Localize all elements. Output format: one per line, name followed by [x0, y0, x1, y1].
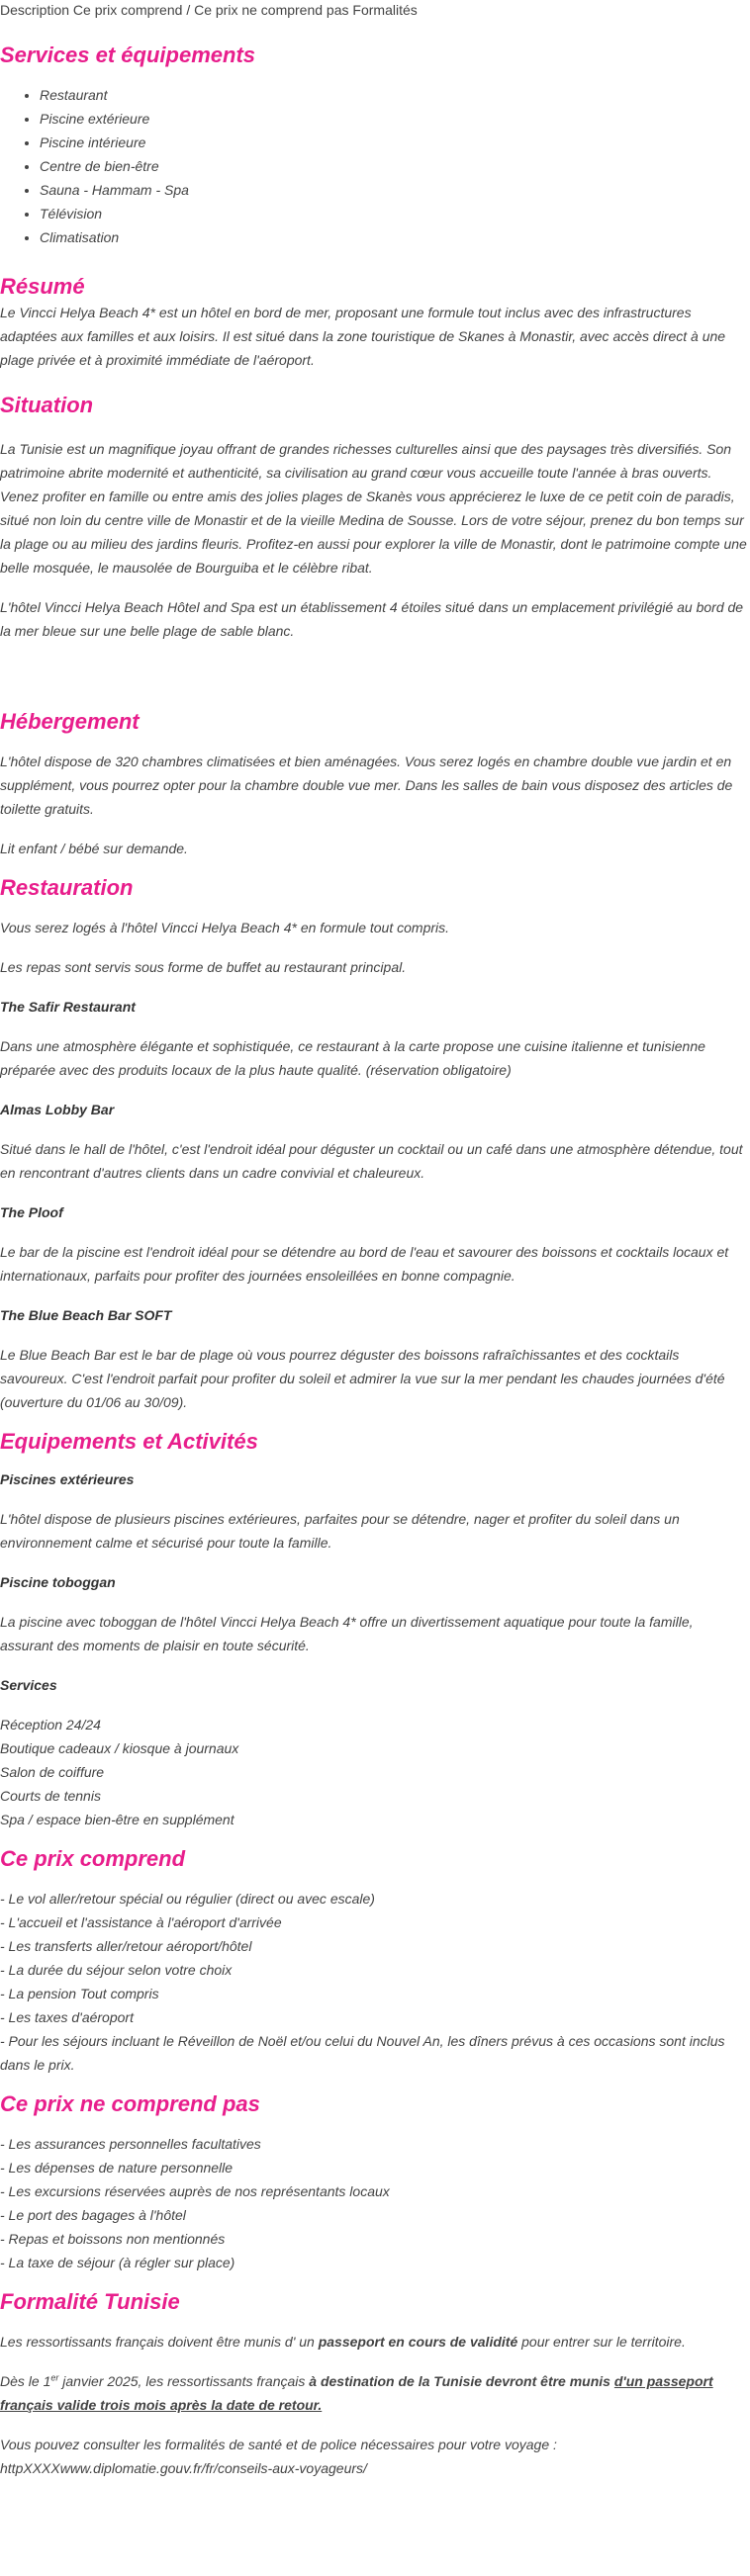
ne-comprend-title: Ce prix ne comprend pas — [0, 2091, 260, 2116]
tab-description[interactable]: Description — [0, 2, 70, 18]
formalite-link-line — [0, 2456, 750, 2480]
resume-section — [0, 273, 750, 372]
services-list — [0, 83, 750, 249]
ne-comprend-item: - Les excursions réservées auprès de nos représentants locaux — [0, 2183, 390, 2199]
restauration-paragraph: Les repas sont servis sous forme de buffet au restaurant principal. — [0, 959, 407, 975]
comprend-item: - L'accueil et l'assistance à l'aéroport d'arrivée — [0, 1914, 282, 1930]
comprend-list — [0, 1887, 750, 2077]
ne-comprend-item: - Les assurances personnelles facultatives — [0, 2136, 261, 2152]
formalite-superscript: er — [50, 2372, 59, 2383]
venue-name: The Safir Restaurant — [0, 999, 136, 1015]
service-item: • Piscine intérieure — [40, 131, 750, 154]
situation-paragraph: La Tunisie est un magnifique joyau offrant de grandes richesses culturelles ainsi que des paysages très diversifiés. Son patrimoine abrite modernité et authenticité, sa civilisation au grand cœur vous accueille toute l'année à bras ouverts. Venez profiter en famille ou entre amis des jolies plages de Skanès vous apprécierez le luxe de ce petit coin de paradis, situé non loin du centre ville de Monastir et de la vieille Medina de Sousse. Lors de votre séjour, prenez du bon temps sur la plage ou au milieu des jardins fleuris. Profitez-en aussi pour explorer la ville de Monastir, dont le patrimoine compte une belle mosquée, le mausolée de Bourguiba et le célèbre ribat. — [0, 441, 747, 576]
comprend-item: - Le vol aller/retour spécial ou régulier (direct ou avec escale) — [0, 1891, 375, 1907]
service-item: • Restaurant — [40, 83, 750, 107]
formalite-text: pour entrer sur le territoire. — [517, 2334, 686, 2350]
services-section — [0, 42, 750, 249]
diplomatie-link[interactable]: httpXXXXwww.diplomatie.gouv.fr/fr/conseils-aux-voyageurs/ — [0, 2460, 367, 2476]
comprend-item: - La pension Tout compris — [0, 1986, 159, 2001]
restauration-section — [0, 874, 750, 1414]
ne-comprend-list — [0, 2132, 750, 2274]
venue-text: Situé dans le hall de l'hôtel, c'est l'endroit idéal pour déguster un cocktail ou un café dans une atmosphère détendue, tout en rencontrant d'autres clients dans un cadre convivial et chaleureux. — [0, 1141, 743, 1181]
hebergement-paragraph: L'hôtel dispose de 320 chambres climatisées et bien aménagées. Vous serez logés en chambre double vue jardin et en supplément, vous pourrez opter pour la chambre double vue mer. Dans les salles de bain vous disposez des articles de toilette gratuits. — [0, 754, 733, 817]
comprend-section — [0, 1845, 750, 2077]
ne-comprend-item: - Les dépenses de nature personnelle — [0, 2160, 234, 2176]
comprend-item: - Pour les séjours incluant le Réveillon de Noël et/ou celui du Nouvel An, les dîners prévus à ces occasions sont inclus dans le prix. — [0, 2033, 725, 2073]
service-line: Réception 24/24 — [0, 1717, 101, 1732]
situation-title: Situation — [0, 393, 94, 417]
resume-title: Résumé — [0, 274, 85, 299]
formalite-paragraph — [0, 2330, 750, 2354]
tab-formalites[interactable]: Formalités — [352, 2, 418, 18]
situation-section — [0, 392, 750, 643]
venue-name: The Blue Beach Bar SOFT — [0, 1307, 172, 1323]
ne-comprend-item: - La taxe de séjour (à régler sur place) — [0, 2255, 235, 2270]
service-line: Salon de coiffure — [0, 1764, 105, 1780]
formalite-title: Formalité Tunisie — [0, 2289, 180, 2314]
situation-paragraph: L'hôtel Vincci Helya Beach Hôtel and Spa est un établissement 4 étoiles situé dans un emplacement privilégié au bord de la mer bleue sur une belle plage de sable blanc. — [0, 599, 744, 639]
equipement-text: L'hôtel dispose de plusieurs piscines extérieures, parfaites pour se détendre, nager et profiter du soleil dans un environnement calme et sécurisé pour toute la famille. — [0, 1511, 680, 1551]
venue-text: Dans une atmosphère élégante et sophistiquée, ce restaurant à la carte propose une cuisine italienne et tunisienne préparée avec des produits locaux de la plus haute qualité. (réservation obligatoire) — [0, 1038, 705, 1078]
venue-name: The Ploof — [0, 1204, 63, 1220]
service-item: • Télévision — [40, 202, 750, 225]
formalite-paragraph — [0, 2369, 750, 2417]
service-line: Courts de tennis — [0, 1788, 101, 1804]
comprend-item: - La durée du séjour selon votre choix — [0, 1962, 233, 1978]
comprend-item: - Les taxes d'aéroport — [0, 2009, 134, 2025]
equipement-name: Piscines extérieures — [0, 1471, 135, 1487]
tab-separator: / — [186, 2, 191, 18]
comprend-item: - Les transferts aller/retour aéroport/hôtel — [0, 1938, 252, 1954]
restauration-title: Restauration — [0, 875, 134, 900]
formalite-emphasis: passeport en cours de validité — [318, 2334, 518, 2350]
service-item: • Sauna - Hammam - Spa — [40, 178, 750, 202]
venue-text: Le bar de la piscine est l'endroit idéal pour se détendre au bord de l'eau et savourer des boissons et cocktails locaux et internationaux, parfaits pour profiter des journées ensoleillées en bonne compagnie. — [0, 1244, 729, 1284]
formalite-section — [0, 2288, 750, 2480]
tab-ce-prix-comprend[interactable]: Ce prix comprend — [72, 2, 183, 18]
formalite-emphasis: à destination de la Tunisie devront être munis — [309, 2373, 614, 2389]
equipements-title: Equipements et Activités — [0, 1429, 258, 1454]
venue-name: Almas Lobby Bar — [0, 1102, 115, 1117]
tab-bar — [0, 0, 750, 20]
formalite-underline: d'un passeport français valide trois mois après la date de retour. — [0, 2373, 713, 2413]
formalite-text: janvier 2025, les ressortissants français — [58, 2373, 310, 2389]
tab-ce-prix-ne-comprend-pas[interactable]: Ce prix ne comprend pas — [194, 2, 349, 18]
service-item: • Piscine extérieure — [40, 107, 750, 131]
equipements-section — [0, 1428, 750, 1831]
ne-comprend-section — [0, 2090, 750, 2274]
equipement-name: Piscine toboggan — [0, 1574, 116, 1590]
comprend-title: Ce prix comprend — [0, 1846, 186, 1871]
services-subtitle: Services — [0, 1677, 57, 1693]
service-line: Boutique cadeaux / kiosque à journaux — [0, 1740, 239, 1756]
formalite-text: Dès le 1 — [0, 2373, 51, 2389]
service-line: Spa / espace bien-être en supplément — [0, 1812, 234, 1827]
hebergement-title: Hébergement — [0, 709, 140, 734]
service-item: • Climatisation — [40, 225, 750, 249]
resume-text: Le Vincci Helya Beach 4* est un hôtel en bord de mer, proposant une formule tout inclus avec des infrastructures adaptées aux familles et aux loisirs. Il est situé dans la zone touristique de Skanes à Monastir, avec accès direct à une plage privée et à proximité immédiate de l'aéroport. — [0, 305, 726, 368]
restauration-paragraph: Vous serez logés à l'hôtel Vincci Helya Beach 4* en formule tout compris. — [0, 920, 450, 935]
formalite-text: Les ressortissants français doivent être munis d' un — [0, 2334, 319, 2350]
formalite-paragraph: Vous pouvez consulter les formalités de santé et de police nécessaires pour votre voyage : — [0, 2437, 557, 2452]
ne-comprend-item: - Le port des bagages à l'hôtel — [0, 2207, 186, 2223]
equipement-text: La piscine avec toboggan de l'hôtel Vincci Helya Beach 4* offre un divertissement aquatique pour toute la famille, assurant des moments de plaisir en toute sécurité. — [0, 1614, 694, 1653]
venue-text: Le Blue Beach Bar est le bar de plage où vous pourrez déguster des boissons rafraîchissantes et des cocktails savoureux. C'est l'endroit parfait pour profiter du soleil et admirer la vue sur la mer pendant les chaudes journées d'été (ouverture du 01/06 au 30/09). — [0, 1347, 725, 1410]
ne-comprend-item: - Repas et boissons non mentionnés — [0, 2231, 226, 2247]
service-item: • Centre de bien-être — [40, 154, 750, 178]
services-title: Services et équipements — [0, 43, 256, 67]
hebergement-paragraph: Lit enfant / bébé sur demande. — [0, 841, 188, 856]
services-lines — [0, 1713, 750, 1831]
hebergement-section — [0, 708, 750, 860]
